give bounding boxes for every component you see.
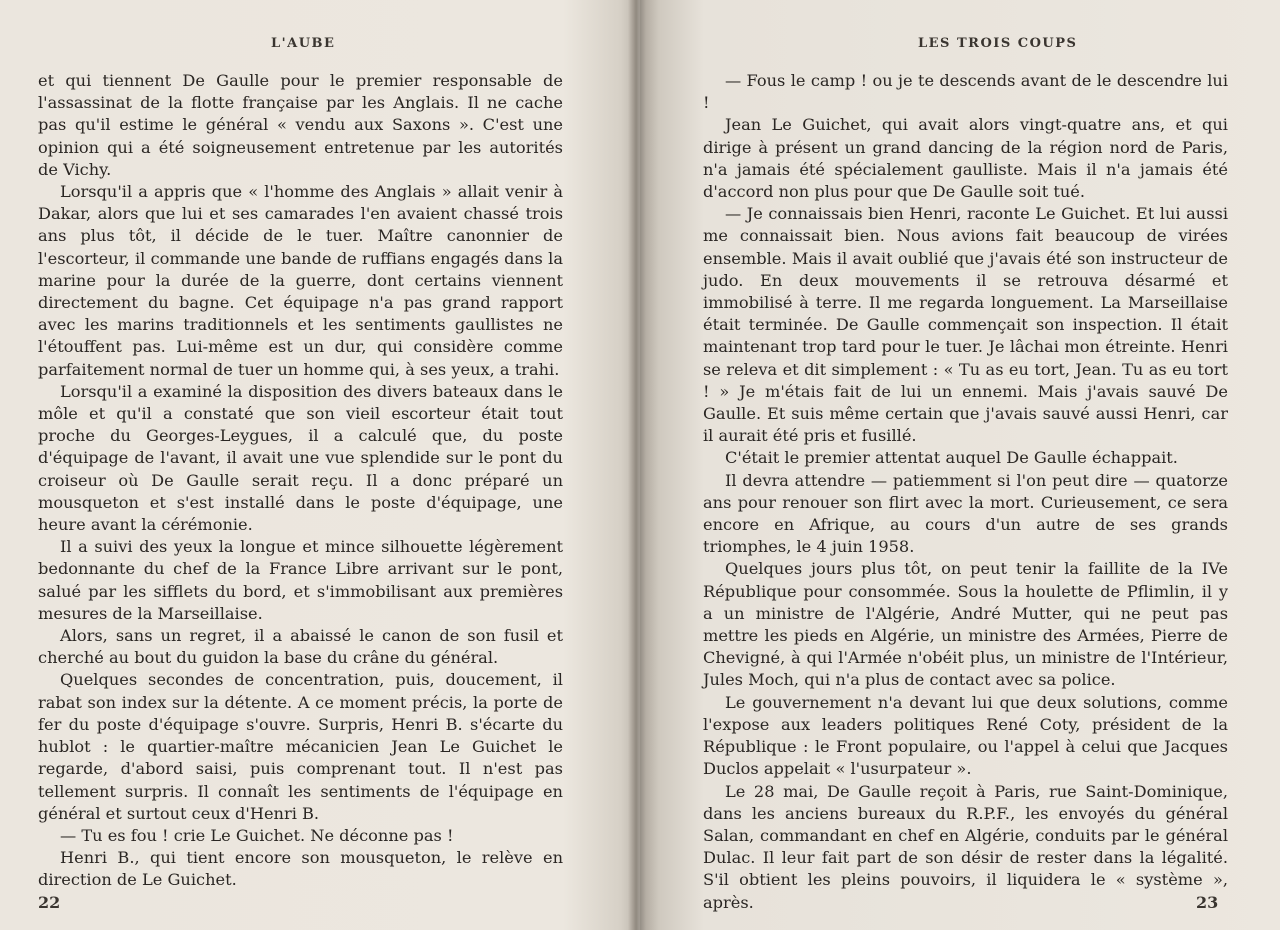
paragraph: et qui tiennent De Gaulle pour le premier responsable de l'assassinat de la flotte française par les Anglais. Il ne cache pas qu'il estime le général « vendu aux Saxons ». C'est une opinion qui a été soigneusement entretenue par les autorités de Vichy. — [38, 71, 563, 179]
page-number-right: 23 — [1196, 893, 1219, 912]
paragraph: — Je connaissais bien Henri, raconte Le Guichet. Et lui aussi me connaissait bien. Nous avions fait beaucoup de virées ensemble. Mais il avait oublié que j'avais été son instructeur de judo. En deux mouvements il se retrouva désarmé et immobilisé à terre. Il me regarda longuement. La Marseillaise était terminée. De Gaulle commençait son inspection. Il était maintenant trop tard pour le tuer. Je lâchai mon étreinte. Henri se releva et dit simplement : « Tu as eu tort, Jean. Tu as eu tort ! » Je m'étais fait de lui un ennemi. Mais j'avais sauvé De Gaulle. Et suis même certain que j'avais sauvé aussi Henri, car il aurait été pris et fusillé. — [703, 204, 1228, 446]
paragraph: Il a suivi des yeux la longue et mince silhouette légèrement bedonnante du chef de la France Libre arrivant sur le pont, salué par les sifflets du bord, et s'immobilisant aux premières mesures de la Marseillaise. — [38, 537, 563, 623]
paragraph: Lorsqu'il a examiné la disposition des divers bateaux dans le môle et qu'il a constaté que son vieil escorteur était tout proche du Georges-Leygues, il a calculé que, du poste d'équipage de l'avant, il avait une vue splendide sur le pont du croiseur où De Gaulle serait reçu. Il a donc préparé un mousqueton et s'est installé dans le poste d'équipage, une heure avant la cérémonie. — [38, 381, 563, 535]
paragraph: Jean Le Guichet, qui avait alors vingt-quatre ans, et qui dirige à présent un grand dancing de la région nord de Paris, n'a jamais été spécialement gaulliste. Mais il n'a jamais été d'accord non plus pour que De Gaulle soit tué. — [703, 115, 1228, 202]
paragraph: Quelques secondes de concentration, puis, doucement, il rabat son index sur la détente. A ce moment précis, la porte de fer du poste d'équipage s'ouvre. Surpris, Henri B. s'écarte du hublot : le quartier-maître mécanicien Jean Le Guichet le regarde, d'abord saisi, puis comprenant tout. Il n'est pas tellement surpris. Il connaît les sentiments de l'équipage en général et surtout ceux d'Henri B. — [38, 670, 563, 823]
paragraph: — Fous le camp ! ou je te descends avant de le descendre lui ! — [703, 71, 1228, 113]
paragraph: Quelques jours plus tôt, on peut tenir la faillite de la IVe République pour consommée. Sous la houlette de Pflimlin, il y a un ministre de l'Algérie, André Mutter, qui ne peut pas mettre les pieds en Algérie, un ministre des Armées, Pierre de Chevigné, à qui l'Armée n'obéit plus, un ministre de l'Intérieur, Jules Moch, qui n'a plus de contact avec sa police. — [703, 559, 1228, 690]
book-gutter — [628, 0, 646, 930]
paragraph: Alors, sans un regret, il a abaissé le canon de son fusil et cherché au bout du guidon la base du crâne du général. — [38, 626, 563, 668]
paragraph: Le 28 mai, De Gaulle reçoit à Paris, rue Saint-Dominique, dans les anciens bureaux du R.P.F., les envoyés du général Salan, commandant en chef en Algérie, conduits par le général Dulac. Il leur fait part de son désir de rester dans la légalité. S'il obtient les pleins pouvoirs, il liquidera le « système », après. — [703, 781, 1228, 912]
running-header-left: L'AUBE — [271, 36, 336, 51]
running-header-right: LES TROIS COUPS — [918, 36, 1078, 51]
paragraph: Lorsqu'il a appris que « l'homme des Anglais » allait venir à Dakar, alors que lui et ses camarades l'en avaient chassé trois ans plus tôt, il décide de le tuer. Maître canonnier de l'escorteur, il commande une bande de ruffians engagés dans la marine pour la durée de la guerre, dont certains viennent directement du bagne. Cet équipage n'a pas grand rapport avec les marins traditionnels et les sentiments gaullistes ne l'étouffent pas. Lui-même est un dur, qui considère comme parfaitement normal de tuer un homme qui, à ses yeux, a trahi. — [38, 182, 563, 379]
paragraph: Le gouvernement n'a devant lui que deux solutions, comme l'expose aux leaders politiques René Coty, président de la République : le Front populaire, ou l'appel à celui que Jacques Duclos appelait « l'usurpateur ». — [703, 692, 1228, 779]
right-page — [640, 0, 1280, 930]
paragraph: Il devra attendre — patiemment si l'on peut dire — quatorze ans pour renouer son flirt avec la mort. Curieusement, ce sera encore en Afrique, au cours d'un autre de ses grands triomphes, le 4 juin 1958. — [703, 470, 1228, 557]
page-number-left: 22 — [38, 893, 61, 912]
paragraph: Henri B., qui tient encore son mousqueton, le relève en direction de Le Guichet. — [38, 848, 563, 890]
right-page-body — [703, 70, 1228, 914]
paragraph: — Tu es fou ! crie Le Guichet. Ne déconne pas ! — [60, 825, 454, 845]
left-page-body — [38, 70, 563, 892]
paragraph: C'était le premier attentat auquel De Gaulle échappait. — [725, 448, 1178, 468]
